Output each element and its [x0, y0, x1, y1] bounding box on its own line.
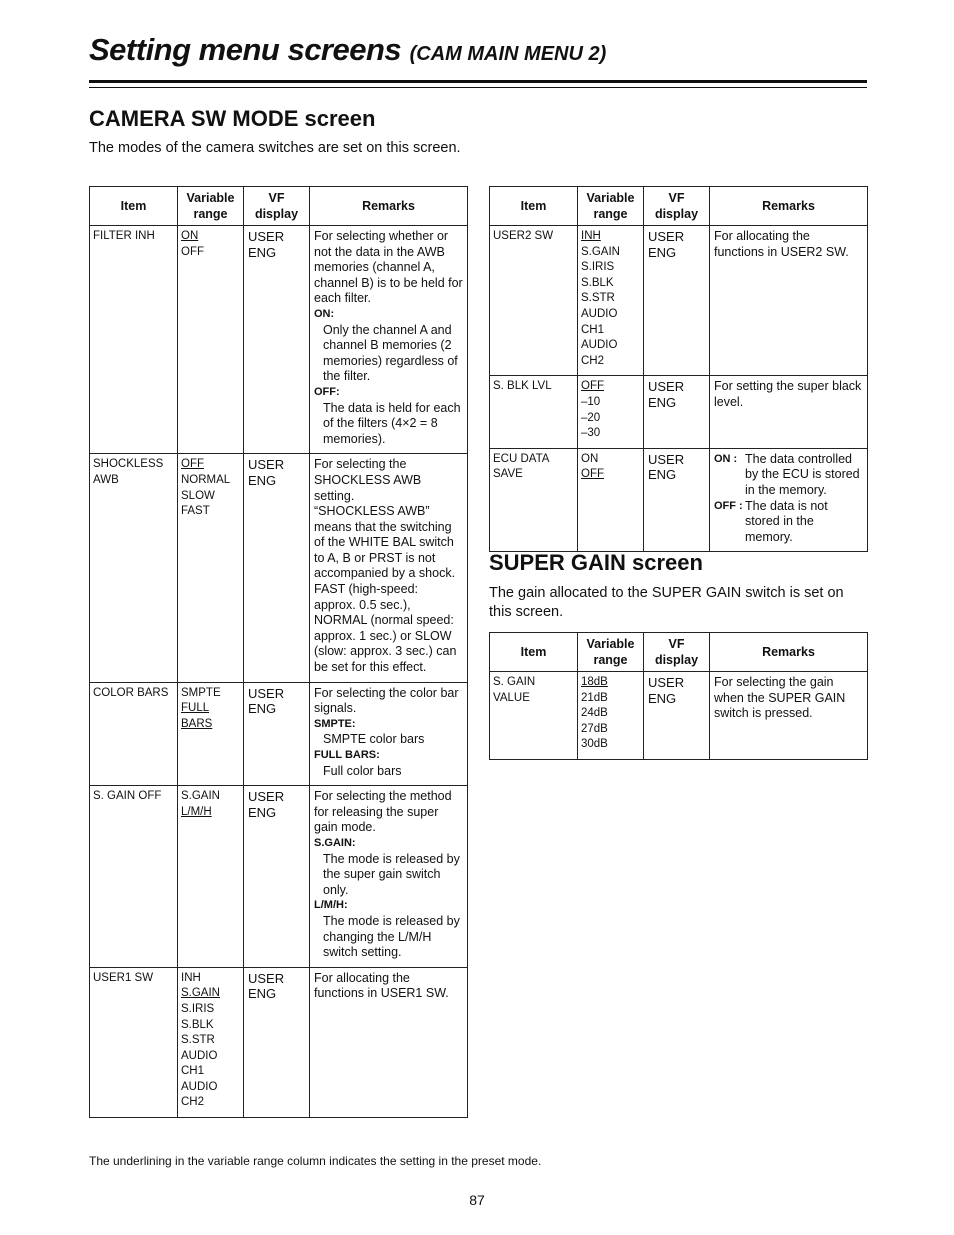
item-name-line: ECU DATA — [493, 452, 550, 465]
range-value: S.STR — [581, 292, 615, 305]
remarks-cell — [710, 376, 868, 448]
super-gain-heading: SUPER GAIN screen — [489, 550, 703, 575]
range-value: FAST — [181, 505, 210, 518]
range-value-preset: OFF — [181, 458, 204, 471]
remarks-text: For allocating the functions in USER1 SW. — [314, 970, 449, 1001]
vf-display-line: ENG — [648, 467, 677, 483]
header-vf-line: VF — [668, 637, 685, 651]
remarks-text: For selecting the method for releasing the super gain mode. — [314, 789, 452, 835]
remarks-text: For selecting the gain when the SUPER GAIN switch is pressed. — [714, 675, 846, 721]
vf-display-line: USER — [248, 789, 285, 805]
vf-display-cell — [644, 672, 710, 760]
range-value: S.BLK — [181, 1018, 214, 1031]
variable-range-cell — [178, 226, 244, 454]
vf-display-line: ENG — [248, 986, 277, 1002]
vf-display-line: USER — [648, 379, 685, 395]
title-rule-thick — [89, 80, 867, 83]
header-row — [490, 187, 868, 226]
range-value: S.GAIN — [181, 790, 220, 803]
variable-range-cell — [178, 454, 244, 682]
range-value: S.IRIS — [181, 1002, 215, 1015]
range-value: S.STR — [181, 1034, 215, 1047]
table-row — [490, 448, 868, 552]
item-cell — [490, 226, 578, 376]
item-name-line: USER2 SW — [493, 230, 554, 242]
vf-display-cell — [644, 226, 710, 376]
item-name-line: SHOCKLESS — [93, 458, 164, 471]
table-row — [90, 786, 468, 968]
super-gain-description: The gain allocated to the SUPER GAIN switch is set on this screen. — [489, 585, 844, 620]
vf-display-cell — [244, 682, 310, 786]
remarks-label: OFF: — [314, 385, 340, 398]
remarks-cell — [310, 967, 468, 1117]
vf-display-line: USER — [648, 675, 685, 690]
item-name-line: SAVE — [493, 468, 523, 481]
variable-range-cell — [578, 226, 644, 376]
remarks-cell — [710, 226, 868, 376]
table-row — [90, 967, 468, 1117]
remarks-text: For selecting whether or not the data in the AWB memories (channel A, channel B) is to be held for each filter. — [314, 229, 463, 306]
header-row — [90, 187, 468, 226]
table-row — [490, 672, 868, 760]
range-value: 21dB — [581, 691, 608, 704]
vf-display-line: USER — [248, 970, 285, 986]
variable-range-cell — [178, 786, 244, 968]
table-row — [90, 226, 468, 454]
table-row — [490, 376, 868, 448]
item-name-line: COLOR BARS — [93, 686, 169, 699]
header-range-line: Variable — [586, 191, 635, 205]
remarks-cell — [310, 786, 468, 968]
remarks-indented-text: The mode is released by the super gain switch only. — [323, 851, 460, 897]
header-variable-range — [578, 633, 644, 672]
vf-display-line: USER — [248, 457, 285, 473]
remarks-definition-key: ON : — [714, 452, 738, 465]
vf-display-line: USER — [248, 229, 285, 244]
remarks-text: For selecting the color bar signals. — [314, 685, 459, 716]
item-cell — [90, 454, 178, 682]
remarks-indented-text: Full color bars — [323, 763, 402, 778]
item-cell — [90, 967, 178, 1117]
variable-range-cell — [578, 448, 644, 552]
remarks-indented-text: The data is held for each of the filters (4×2 = 8 memories). — [323, 400, 461, 446]
vf-display-line: ENG — [248, 804, 277, 820]
vf-display-cell — [244, 226, 310, 454]
range-value: S.IRIS — [581, 261, 615, 274]
range-value: SLOW — [181, 489, 215, 502]
camera-sw-table-continued — [489, 186, 868, 552]
header-vf-display — [644, 633, 710, 672]
table-row — [490, 226, 868, 376]
title-subtitle: (CAM MAIN MENU 2) — [409, 43, 607, 65]
remarks-definition-text: The data controlled by the ECU is stored in the memory. — [745, 451, 860, 497]
vf-display-line: USER — [648, 229, 685, 244]
range-value-preset: ON — [181, 230, 199, 242]
title-main: Setting menu screens — [89, 32, 402, 67]
remarks-text: For selecting the SHOCKLESS AWB setting. — [314, 457, 422, 503]
remarks-cell — [310, 682, 468, 786]
variable-range-cell — [578, 672, 644, 760]
range-value: ON — [581, 452, 599, 465]
header-range-line: Variable — [586, 637, 635, 651]
range-value: SMPTE — [181, 686, 221, 699]
header-range-line: range — [593, 653, 628, 667]
page-title — [89, 32, 869, 68]
item-name-line: S. GAIN VALUE — [493, 676, 536, 704]
range-value: AUDIO CH1 — [181, 1049, 218, 1078]
vf-display-line: USER — [248, 685, 285, 701]
header-remarks: Remarks — [310, 187, 468, 226]
camera-sw-description: The modes of the camera switches are set on this screen. — [89, 140, 461, 156]
range-value: 30dB — [581, 738, 608, 751]
vf-display-cell — [244, 967, 310, 1117]
remarks-label: L/M/H: — [314, 899, 348, 912]
header-variable-range — [578, 187, 644, 226]
remarks-definition — [714, 499, 863, 546]
variable-range-cell — [178, 682, 244, 786]
remarks-text: For allocating the functions in USER2 SW. — [714, 229, 849, 259]
range-value-preset: S.GAIN — [181, 987, 220, 1000]
range-value: NORMAL — [181, 473, 231, 486]
remarks-indented-text: SMPTE color bars — [323, 732, 425, 747]
remarks-indented-text: Only the channel A and channel B memories (2 memories) regardless of the filter. — [323, 322, 458, 384]
vf-display-cell — [244, 454, 310, 682]
header-vf-line: display — [654, 653, 699, 667]
range-value: 24dB — [581, 707, 608, 720]
item-name-line: AWB — [93, 473, 119, 486]
vf-display-line: ENG — [248, 472, 277, 488]
table-row — [90, 454, 468, 682]
range-value-preset: INH — [581, 230, 601, 242]
range-value: –20 — [581, 411, 601, 424]
item-cell — [490, 376, 578, 448]
header-vf-line: VF — [668, 191, 685, 205]
remarks-definition-text: The data is not stored in the memory. — [745, 498, 828, 544]
range-value: INH — [181, 971, 201, 984]
remarks-cell — [310, 454, 468, 682]
range-value-preset: 18dB — [581, 676, 608, 688]
vf-display-line: ENG — [648, 244, 677, 260]
item-name-line: FILTER INH — [93, 230, 155, 242]
vf-display-line: ENG — [648, 394, 677, 410]
range-value: AUDIO CH2 — [181, 1080, 218, 1109]
remarks-label: ON: — [314, 307, 335, 320]
range-value-preset: FULL BARS — [181, 702, 213, 730]
vf-display-cell — [644, 448, 710, 552]
variable-range-cell — [178, 967, 244, 1117]
header-item: Item — [90, 187, 178, 226]
item-name-line: USER1 SW — [93, 971, 154, 984]
header-item: Item — [490, 633, 578, 672]
range-value: –10 — [581, 395, 601, 408]
vf-display-cell — [644, 376, 710, 448]
vf-display-line: USER — [648, 451, 685, 467]
remarks-text: For setting the super black level. — [714, 379, 862, 409]
remarks-cell — [310, 226, 468, 454]
header-row — [490, 633, 868, 672]
range-value: AUDIO CH1 — [581, 307, 618, 336]
range-value: S.BLK — [581, 276, 614, 289]
item-cell — [90, 682, 178, 786]
range-value-preset: OFF — [581, 380, 604, 393]
table-row — [90, 682, 468, 786]
item-name-line: S. GAIN OFF — [93, 790, 162, 803]
title-rule-thin — [89, 87, 867, 88]
remarks-cell — [710, 672, 868, 760]
remarks-definition-key: OFF : — [714, 499, 743, 512]
vf-display-cell — [244, 786, 310, 968]
remarks-cell — [710, 448, 868, 552]
header-remarks: Remarks — [710, 633, 868, 672]
remarks-indented-text: The mode is released by changing the L/M/H switch setting. — [323, 913, 460, 960]
header-vf-line: display — [654, 207, 699, 221]
header-remarks: Remarks — [710, 187, 868, 226]
header-variable-range — [178, 187, 244, 226]
range-value-preset: L/M/H — [181, 805, 212, 818]
range-value-preset: OFF — [581, 468, 604, 481]
item-name-line: S. BLK LVL — [493, 380, 552, 393]
remarks-label: FULL BARS: — [314, 749, 380, 761]
item-cell — [490, 672, 578, 760]
header-range-line: range — [593, 207, 628, 221]
range-value: OFF — [181, 245, 204, 258]
range-value: S.GAIN — [581, 245, 620, 258]
header-range-line: range — [193, 207, 228, 221]
item-cell — [90, 226, 178, 454]
range-value: 27dB — [581, 722, 608, 735]
header-vf-display — [244, 187, 310, 226]
footnote: The underlining in the variable range column indicates the setting in the preset mode. — [89, 1154, 542, 1168]
header-vf-line: VF — [268, 191, 285, 205]
vf-display-line: ENG — [248, 701, 277, 717]
range-value: –30 — [581, 427, 601, 440]
camera-sw-heading: CAMERA SW MODE screen — [89, 106, 376, 131]
item-cell — [490, 448, 578, 552]
variable-range-cell — [578, 376, 644, 448]
header-item: Item — [490, 187, 578, 226]
header-range-line: Variable — [186, 191, 235, 205]
remarks-label: SMPTE: — [314, 717, 356, 730]
camera-sw-table — [89, 186, 468, 1118]
vf-display-line: ENG — [648, 690, 677, 706]
header-vf-display — [644, 187, 710, 226]
page-number: 87 — [469, 1192, 485, 1208]
vf-display-line: ENG — [248, 244, 277, 260]
remarks-text: “SHOCKLESS AWB” means that the switching of the WHITE BAL switch to A, B or PRST is not accompanied by a shock. FAST (high-speed: approx. 0.5 sec.), NORMAL (normal speed: approx. 1 sec.) or SLOW (slow: approx. 3 sec.) can be set for this effect. — [314, 504, 457, 675]
header-vf-line: display — [254, 207, 299, 221]
super-gain-table — [489, 632, 868, 760]
remarks-label: S.GAIN: — [314, 836, 356, 849]
item-cell — [90, 786, 178, 968]
range-value: AUDIO CH2 — [581, 339, 618, 367]
remarks-definition — [714, 452, 863, 499]
